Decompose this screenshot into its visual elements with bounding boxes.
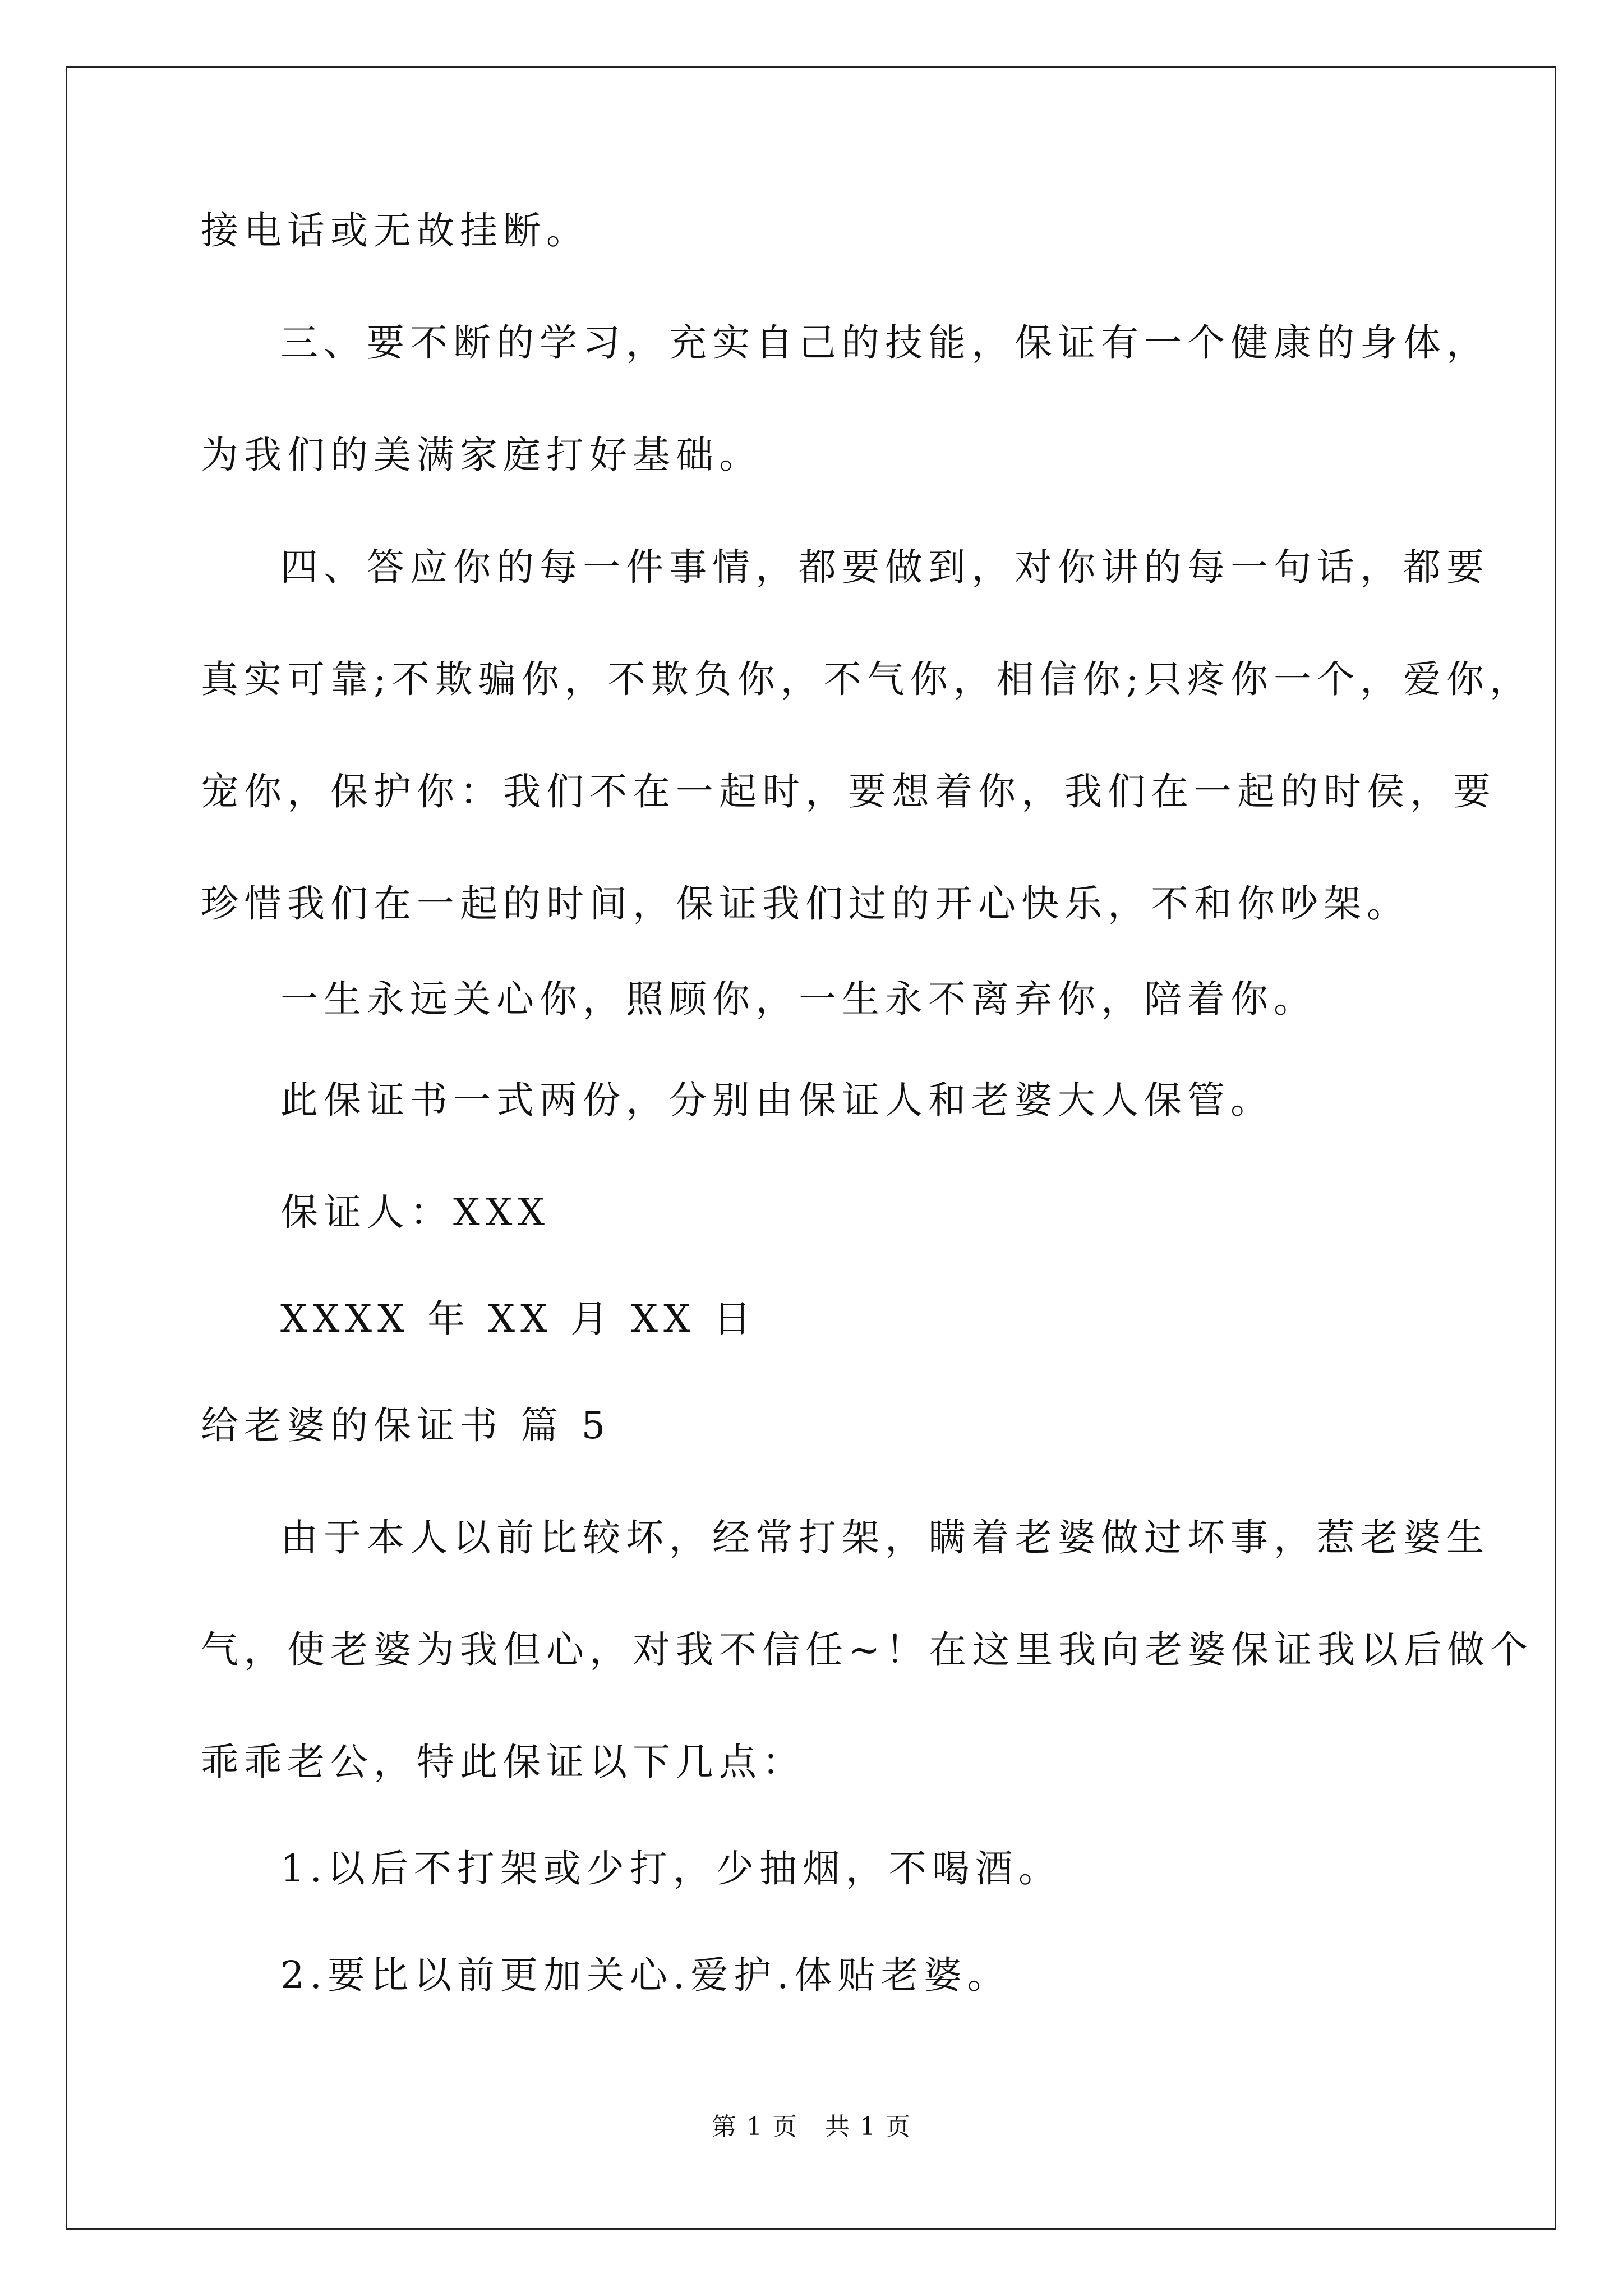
date-line: XXXX 年 XX 月 XX 日 [280,1297,757,1341]
list-item: 1.以后不打架或少打，少抽烟，不喝酒。 [280,1847,1062,1890]
body-line: 宠你，保护你：我们不在一起时，要想着你，我们在一起的时侯，要 [201,770,1496,813]
body-line: 接电话或无故挂断。 [201,209,589,252]
body-line: 乖乖老公，特此保证以下几点： [201,1740,805,1784]
body-line: 此保证书一式两份，分别由保证人和老婆大人保管。 [280,1078,1274,1122]
body-line: 由于本人以前比较坏，经常打架，瞒着老婆做过坏事，惹老婆生 [280,1516,1490,1559]
body-line: 为我们的美满家庭打好基础。 [201,433,762,477]
body-line: 四、答应你的每一件事情，都要做到，对你讲的每一句话，都要 [280,545,1490,589]
body-line: 一生永远关心你，照顾你，一生永不离弃你，陪着你。 [280,977,1317,1021]
body-line: 气，使老婆为我但心，对我不信任~！在这里我向老婆保证我以后做个 [201,1628,1534,1672]
page-border [66,66,1556,2230]
section-heading: 给老婆的保证书 篇 5 [201,1404,611,1447]
body-line: 珍惜我们在一起的时间，保证我们过的开心快乐，不和你吵架。 [201,882,1410,926]
signature-line: 保证人：XXX [280,1190,551,1234]
body-line: 真实可靠;不欺骗你，不欺负你，不气你，相信你;只疼你一个，爱你， [201,657,1533,701]
list-item: 2.要比以前更加关心.爱护.体贴老婆。 [280,1953,1011,1997]
body-line: 三、要不断的学习，充实自己的技能，保证有一个健康的身体， [280,321,1490,365]
page-number-footer: 第 1 页 共 1 页 [712,2113,911,2141]
